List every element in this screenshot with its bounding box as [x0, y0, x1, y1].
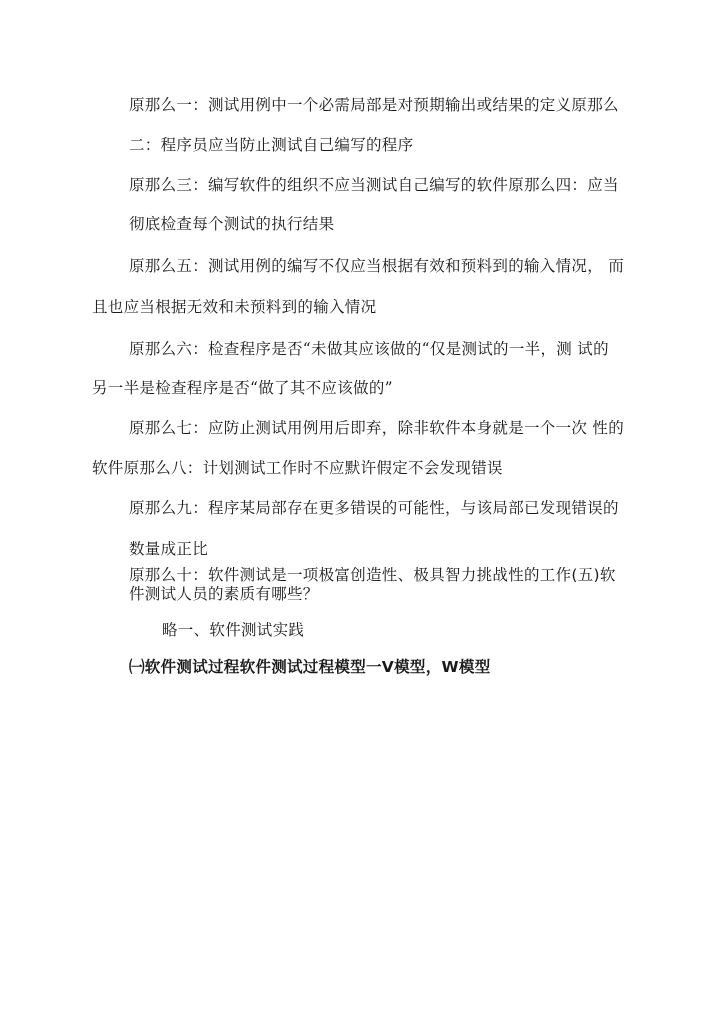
- text-line: 彻底检查每个测试的执行结果: [129, 215, 335, 233]
- text-line: 原那么九：程序某局部存在更多错误的可能性，与该局部已发现错误的: [129, 499, 619, 517]
- text-line: 件测试人员的素质有哪些？: [129, 585, 319, 603]
- text-line: 原那么三：编写软件的组织不应当测试自己编写的软件原那么四：应当: [129, 176, 619, 194]
- section-heading: ㈠软件测试过程软件测试过程模型一V模型，W模型: [129, 658, 491, 676]
- text-line: 数量成正比: [129, 540, 209, 558]
- text-line: 另一半是检查程序是否“做了其不应该做的”: [92, 379, 393, 397]
- text-line: 原那么六：检查程序是否“未做其应该做的“仅是测试的一半，测 试的: [129, 340, 609, 358]
- text-line: 且也应当根据无效和未预料到的输入情况: [92, 298, 377, 316]
- text-line: 二：程序员应当防止测试自己编写的程序: [129, 136, 414, 154]
- text-line: 原那么五：测试用例的编写不仅应当根据有效和预料到的输入情况， 而: [129, 257, 625, 275]
- text-line: 略一、软件测试实践: [162, 621, 305, 639]
- text-line: 原那么十：软件测试是一项极富创造性、极具智力挑战性的工作(五)软: [129, 566, 616, 584]
- text-line: 软件原那么八：计划测试工作时不应默许假定不会发现错误: [92, 459, 503, 477]
- text-line: 原那么一：测试用例中一个必需局部是对预期输出或结果的定义原那么: [129, 96, 619, 114]
- text-line: 原那么七：应防止测试用例用后即弃，除非软件本身就是一个一次 性的: [129, 419, 625, 437]
